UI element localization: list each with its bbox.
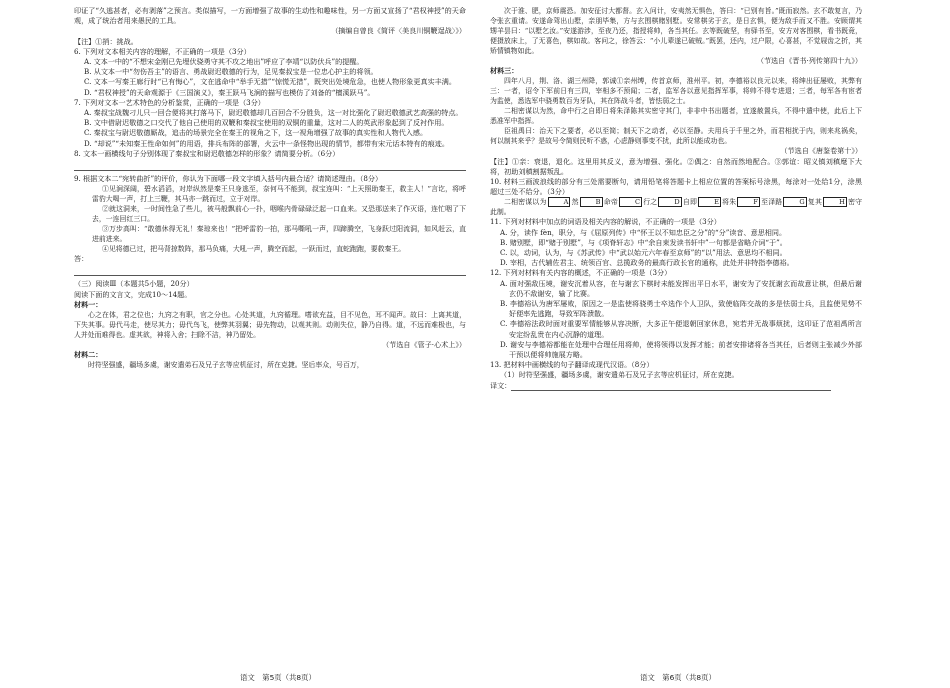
answer-option: A. 文本一中的“不想宋金刚已先埋伏骁勇守其不攻之地出”呼应了李靖“以防伏兵”的提醒。 — [84, 57, 364, 67]
classical-passage: 时符坚强盛，疆场多虞，谢安遣弟石及兄子玄等应机征讨，所在克捷。坚后率众，号百万， — [88, 361, 364, 370]
sentence-fragment: 然 — [571, 198, 579, 207]
question-text: 9. 根据文本二“宛转曲折”的评价，你认为下面哪一段文字填入括号内最合适？请简述理由。（8分） — [74, 174, 383, 184]
answer-option: A. 分，读作 fèn，职分，与《屈原列传》中“怀王以不知忠臣之分”的“分”读音、意思相同。 — [500, 227, 787, 237]
sentence-fragment: 将朱 — [721, 198, 737, 207]
material-heading: 材料一： — [74, 299, 103, 309]
quoted-passage: ③万步高叫：“敢德休得无礼！秦琼来也！”把呼雷豹一拍，那马嘶吼一声，四蹄腾空，飞身跃过阳流洞，如风赶云，直进前进来。 — [92, 225, 466, 244]
source-citation: （节选自《晋书·列传第四十九》） — [756, 56, 862, 65]
classical-passage: 二相密谋以为然，命中行之自即日将朱泽陈其实密守其门，非非中书出题者，宜遂赦置兵，不得中遣中使，此后上下悉准军中指挥。 — [490, 107, 862, 126]
question-text: 【注】①捎：挑战。 — [74, 36, 138, 46]
material-heading: 材料三： — [490, 66, 519, 76]
quoted-passage: ④见将德已过，把马背掠数阵，那马负痛，大吼一声，腾空而起，一跃而过，直蛇跑跑，要救秦王。 — [102, 245, 406, 254]
question-text: 答： — [74, 254, 89, 264]
sentence-fragment: 行之 — [642, 198, 658, 207]
sentence-fragment: 复其 — [807, 198, 823, 207]
answer-option: D. 宰相，古代辅佐君主、统领百官、总揽政务的最高行政长官的通称，此处并非特指李德裕。 — [500, 258, 794, 268]
translation-answer-line — [490, 381, 862, 391]
answer-option: D. 谢安与李德裕都能在处理中合理任用将帅，使将领得以发挥才能；前者安排诸将各当其任，后者则主张减少外部干预以便将帅施展方略。 — [500, 339, 862, 360]
break-marker-box: B — [580, 197, 603, 207]
answer-option: C. 秦叔宝与尉迟敬德厮战，追击的场景完全在秦王的视角之下，这一视角增强了故事的真实性和人物代入感。 — [84, 128, 428, 138]
punctuation-choice-sentence — [490, 197, 862, 217]
sentence-fragment: 命帝 — [603, 198, 618, 207]
question-text: 10. 材料三画波浪线的部分有三处需要断句，请用铅笔将答题卡上相应位置的答案标号涂黑，每涂对一处给1分，涂黑超过三处不给分。（3分） — [490, 177, 862, 197]
source-citation: （摘编自曾良《简评〈美良川铜鞭逞战〉》） — [331, 26, 466, 36]
page-footer-right: 语文 第6页（共8页） — [640, 673, 716, 682]
break-marker-box: F — [737, 197, 760, 207]
answer-option: A. 面对强敌压境，谢安沉着从容，在与谢玄下棋时未能发挥出平日水平，谢安为了安抚谢玄而故意让棋，但最后谢玄仍不敌谢安，输了比赛。 — [500, 278, 862, 298]
break-marker-box: C — [619, 197, 642, 207]
answer-option: C. 文本一写秦王廊行时“已有悔心”，文在逃命中“举手无措”“惊慌无措”，既突出处境危急，也使人物形象更真实丰满。 — [84, 77, 456, 87]
answer-option: C. 李德裕法政时面对重要军情能够从容决断，大多正午便退朝回家休息，宛若并无战事烦扰，这印证了范祖禹所言安定纷乱贵在内心沉静的道理。 — [500, 319, 862, 339]
sentence-fragment: 二相密谋以为 — [504, 198, 547, 207]
question-text: 13. 把材料中画横线的句子翻译成现代汉语。（8分） — [490, 360, 654, 370]
answer-option: B. 赌别墅，即“赌于别墅”，与《项脊轩志》中“余自束发读书轩中”一句都是省略介词“于”。 — [500, 237, 787, 247]
source-citation: （节选自《唐鉴卷第十》） — [780, 146, 862, 156]
paragraph: 印证了“久逃甚者，必有剥落”之预言。类似描写，一方面增强了故事的生动性和趣味性，另一方面又宣扬了“君权神授”的天命观，成了统治者用来愚民的工具。 — [74, 6, 466, 26]
question-text: 12. 下列对材料有关内容的概述，不正确的一项是（3分） — [490, 268, 672, 278]
question-text: 阅读下面的文言文，完成10～14题。 — [74, 289, 192, 299]
classical-passage: 臣祖禹曰：治天下之要者，必以至简；制天下之动者，必以至静。夫用兵于千里之外，而君相扰于内，则来兆祸矣，何以制其来乎？是故号令简则民听不惑，心虑静则事变不扰，此所以能成功也。 — [490, 127, 862, 146]
answer-option: （1）时符坚强盛，疆场多虞，谢安遣弟石及兄子玄等应机征讨，所在克捷。 — [500, 370, 739, 380]
answer-option: A. 秦叔宝战魏刁儿只一回合便将其打落马下，尉迟敬德却几百回合不分胜负，这一对比强化了尉迟敬德武艺高强的特点。 — [84, 108, 463, 118]
sentence-fragment: 密守此制。 — [490, 198, 862, 217]
translation-label: 译文： — [490, 380, 512, 390]
answer-option: B. 文中借尉迟敬德之口交代了他自己使用的双鞭和秦叔宝使用的双铜的重量，这对二人的英武形象起到了反衬作用。 — [84, 118, 449, 128]
question-text: 6. 下列对文本相关内容的理解，不正确的一项是（3分） — [74, 46, 251, 56]
break-marker-box: H — [823, 197, 847, 207]
answer-line — [74, 160, 466, 171]
question-text: 7. 下列对文本一艺术特色的分析鉴赏，正确的一项是（3分） — [74, 97, 265, 107]
classical-passage: 四年八月，荆、洛、湖三州降，郭诚①亲州缚，传首京师，淮州平。初，李德裕以良元以来，将绅出征屡败，其弊有三：一者，诏令下军前日有三四，宰相多不预闻；二者，监军各以意见指挥军事，将帅不得专进退；三者，每军各有宦者为监使，悉选军中骁勇数百为牙队，其在阵战斗者，皆怯弱之士。 — [490, 77, 862, 106]
question-text: 8. 文本一画横线句子分别体现了秦叔宝和尉迟敬德怎样的形象？请简要分析。（6分） — [74, 148, 340, 158]
break-marker-box: D — [658, 197, 681, 207]
break-marker-box: A — [548, 197, 571, 207]
quoted-passage: ①见涧深阔，碧水滔滔，对岸纵然是秦王只身逃至，奈何马不能到，叔宝连叫：“上天照助秦王，救主人！”言讫，将呼雷豹大喝一声，打上三鞭，其马亦一跳而过，立于对岸。 — [92, 185, 466, 204]
answer-option: B. 李德裕认为唐军屡败，原因之一是监使将骁勇士卒选作个人卫队，致使临阵交战的多是怯弱士兵，且监使见势不好便率先逃跑，导致军阵溃散。 — [500, 299, 862, 319]
answer-option: D. “君权神授”的天命观源于《三国演义》，秦王跃马飞涧的描写也模仿了刘备的“檀溪跃马”。 — [84, 87, 375, 97]
answer-option: B. 从文本一中“勿伤吾主”的语言、勇战尉迟敬德的行为，足见秦叔宝是一位忠心护主的将领。 — [84, 67, 378, 77]
quoted-passage: ②就这洞来，一时间性急了些儿，被马般飘前心一扑，咽喉内骨碌碌泛起一口血来。又恐那送来了作灭语，连忙咽了下去，一连回红三口。 — [92, 205, 466, 224]
sentence-fragment: 自即 — [682, 198, 698, 207]
question-text: （三）阅读Ⅲ（本题共5小题，20分） — [74, 279, 194, 289]
answer-line — [74, 265, 466, 276]
material-heading: 材料二： — [74, 350, 103, 360]
exam-page-6 — [490, 6, 862, 668]
page-footer-left: 语文 第5页（共8页） — [240, 673, 316, 682]
answer-line — [511, 382, 831, 391]
exam-page-5 — [74, 6, 466, 668]
answer-option: C. 以，动词，认为，与《苏武传》中“武以始元六年春至京师”的“以”用法、意思均不相同。 — [500, 248, 787, 258]
break-marker-box: E — [698, 197, 721, 207]
question-text: 【注】①亲：衰退，退化。这里用其反义，意为增强、强化。②偶之：自然而然地配合。③郭谊：昭义镇刘稹麾下大将，初助刘稹割据叛乱。 — [490, 156, 862, 176]
question-text: 11. 下列对材料中加点的词语及相关内容的解说，不正确的一项是（3分） — [490, 217, 721, 227]
classical-passage: 心之在体，君之位也；九窍之有职，官之分也。心处其道，九窍循理。嗜欲充益，目不见色，耳不闻声。故曰：上离其道，下失其事。毋代马走，使尽其力；毋代鸟飞，使弊其羽翼；毋先物动，以观其则。动则失位，静乃自得。道，不远而难极也，与人并处而难得也。虚其欲，神将入舍；扫除不洁，神乃留处。 — [74, 311, 466, 340]
break-marker-box: G — [783, 197, 806, 207]
sentence-fragment: 至泽路 — [760, 198, 783, 207]
answer-option: D. “却说”“未知秦王性命如何”的用语，排兵布阵的部署，火云中一条怪物出现的情节，都带有宋元话本特有的痕迹。 — [84, 138, 449, 148]
source-citation: （节选自《管子·心术上》） — [382, 340, 466, 350]
classical-passage: 次于淮、肥，京师震恐。加安征讨大都督。玄入问计，安夷然无惧色，答曰：“已别有旨。”既而寂然。玄不敢复言，乃令张玄重请。安遂命驾出山墅，亲朋毕集，方与玄围棋赌别墅。安常棋劣于玄，是日玄惧，便为敌手而又不胜。安顾谓其甥羊昙曰：“以墅乞汝。”安遂游涉，至夜乃还，指授将帅，各当其任。玄等既破坚，有驿书至，安方对客围棋，看书既竟，便摄放床上，了无喜色，棋如故。客问之，徐答云：“小儿辈遂已破贼。”既罢，还内，过户限，心喜甚，不觉屐齿之折，其矫情镇物如此。 — [490, 7, 862, 55]
